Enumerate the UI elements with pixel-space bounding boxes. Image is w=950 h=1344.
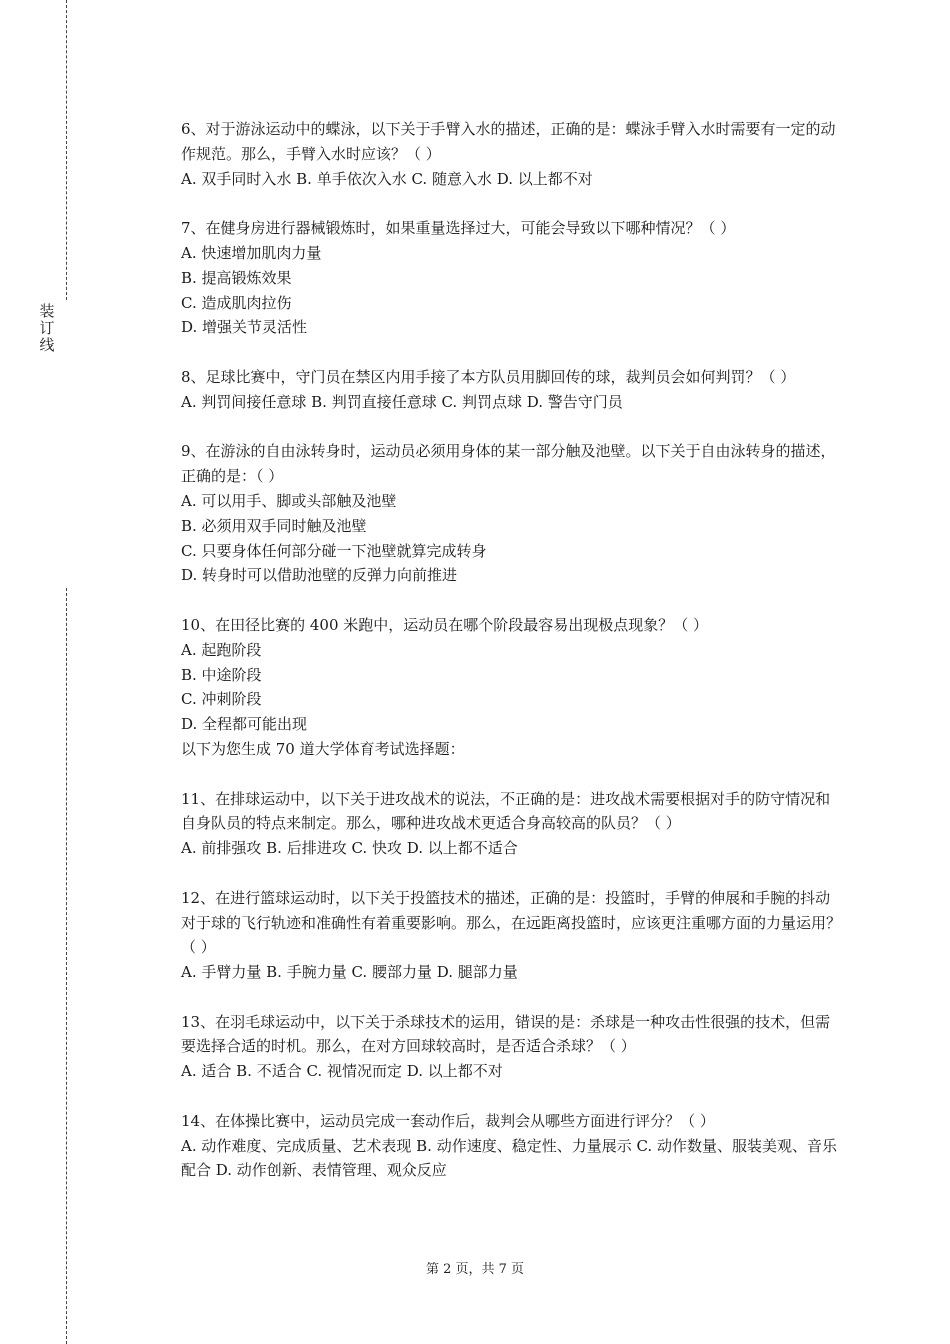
binding-line-top <box>66 0 67 300</box>
answer-option: A. 适合 B. 不适合 C. 视情况而定 D. 以上都不对 <box>181 1062 503 1081</box>
answer-option: A. 快速增加肌肉力量 <box>181 243 322 262</box>
question-stem: 12、在进行篮球运动时，以下关于投篮技术的描述，正确的是：投篮时，手臂的伸展和手腕的抖动对于球的飞行轨迹和准确性有着重要影响。那么，在远距离投篮时，应该更注重哪方面的力量运用？（ ） <box>181 888 842 957</box>
question-list <box>181 117 841 1183</box>
answer-option: A. 双手同时入水 B. 单手依次入水 C. 随意入水 D. 以上都不对 <box>181 169 593 188</box>
answer-option: A. 起跑阶段 <box>181 640 262 659</box>
page-footer: 第 2 页，共 7 页 <box>425 1262 525 1277</box>
answer-option: A. 手臂力量 B. 手腕力量 C. 腰部力量 D. 腿部力量 <box>181 963 518 982</box>
question-stem: 7、在健身房进行器械锻炼时，如果重量选择过大，可能会导致以下哪种情况？（ ） <box>181 219 736 238</box>
question-stem: 10、在田径比赛的 400 米跑中，运动员在哪个阶段最容易出现极点现象？（ ） <box>181 615 709 634</box>
answer-option: B. 必须用双手同时触及池壁 <box>181 516 367 535</box>
question-group-b <box>181 787 841 1184</box>
question-block <box>181 787 841 861</box>
question-block <box>181 886 841 985</box>
answer-option: D. 增强关节灵活性 <box>181 318 308 337</box>
question-stem: 8、足球比赛中，守门员在禁区内用手接了本方队员用脚回传的球，裁判员会如何判罚？（ ） <box>181 367 796 386</box>
question-stem: 6、对于游泳运动中的蝶泳，以下关于手臂入水的描述，正确的是：蝶泳手臂入水时需要有一定的动作规范。那么，手臂入水时应该？（ ） <box>181 120 836 163</box>
answer-option: B. 提高锻炼效果 <box>181 268 292 287</box>
answer-option: A. 判罚间接任意球 B. 判罚直接任意球 C. 判罚点球 D. 警告守门员 <box>181 392 623 411</box>
question-block <box>181 439 841 588</box>
answer-option: A. 动作难度、完成质量、艺术表现 B. 动作速度、稳定性、力量展示 C. 动作数量、服装美观、音乐配合 D. 动作创新、表情管理、观众反应 <box>181 1136 837 1180</box>
binding-line-label: 装订线 <box>39 302 55 354</box>
question-stem: 14、在体操比赛中，运动员完成一套动作后，裁判会从哪些方面进行评分？（ ） <box>181 1111 715 1130</box>
binding-line-bottom <box>66 588 67 1344</box>
answer-option: C. 只要身体任何部分碰一下池壁就算完成转身 <box>181 541 487 560</box>
question-block <box>181 1109 841 1183</box>
answer-option: C. 冲刺阶段 <box>181 690 262 709</box>
answer-option: D. 转身时可以借助池壁的反弹力向前推进 <box>181 566 458 585</box>
question-block <box>181 117 841 191</box>
question-stem: 13、在羽毛球运动中，以下关于杀球技术的运用，错误的是：杀球是一种攻击性很强的技术，但需要选择合适的时机。那么，在对方回球较高时，是否适合杀球？（ ） <box>181 1012 831 1056</box>
answer-option: A. 可以用手、脚或头部触及池壁 <box>181 491 397 510</box>
intro-text: 以下为您生成 70 道大学体育考试选择题： <box>181 739 465 758</box>
question-group-a <box>181 117 841 737</box>
question-block <box>181 613 841 737</box>
question-block <box>181 1010 841 1084</box>
question-block <box>181 365 841 415</box>
question-stem: 9、在游泳的自由泳转身时，运动员必须用身体的某一部分触及池壁。以下关于自由泳转身的描述，正确的是：（ ） <box>181 442 836 486</box>
answer-option: A. 前排强攻 B. 后排进攻 C. 快攻 D. 以上都不适合 <box>181 839 518 858</box>
answer-option: B. 中途阶段 <box>181 665 262 684</box>
answer-option: D. 全程都可能出现 <box>181 715 308 734</box>
question-stem: 11、在排球运动中，以下关于进攻战术的说法，不正确的是：进攻战术需要根据对手的防守情况和自身队员的特点来制定。那么，哪种进攻战术更适合身高较高的队员？（ ） <box>181 789 831 833</box>
question-block <box>181 216 841 340</box>
answer-option: C. 造成肌肉拉伤 <box>181 293 292 312</box>
